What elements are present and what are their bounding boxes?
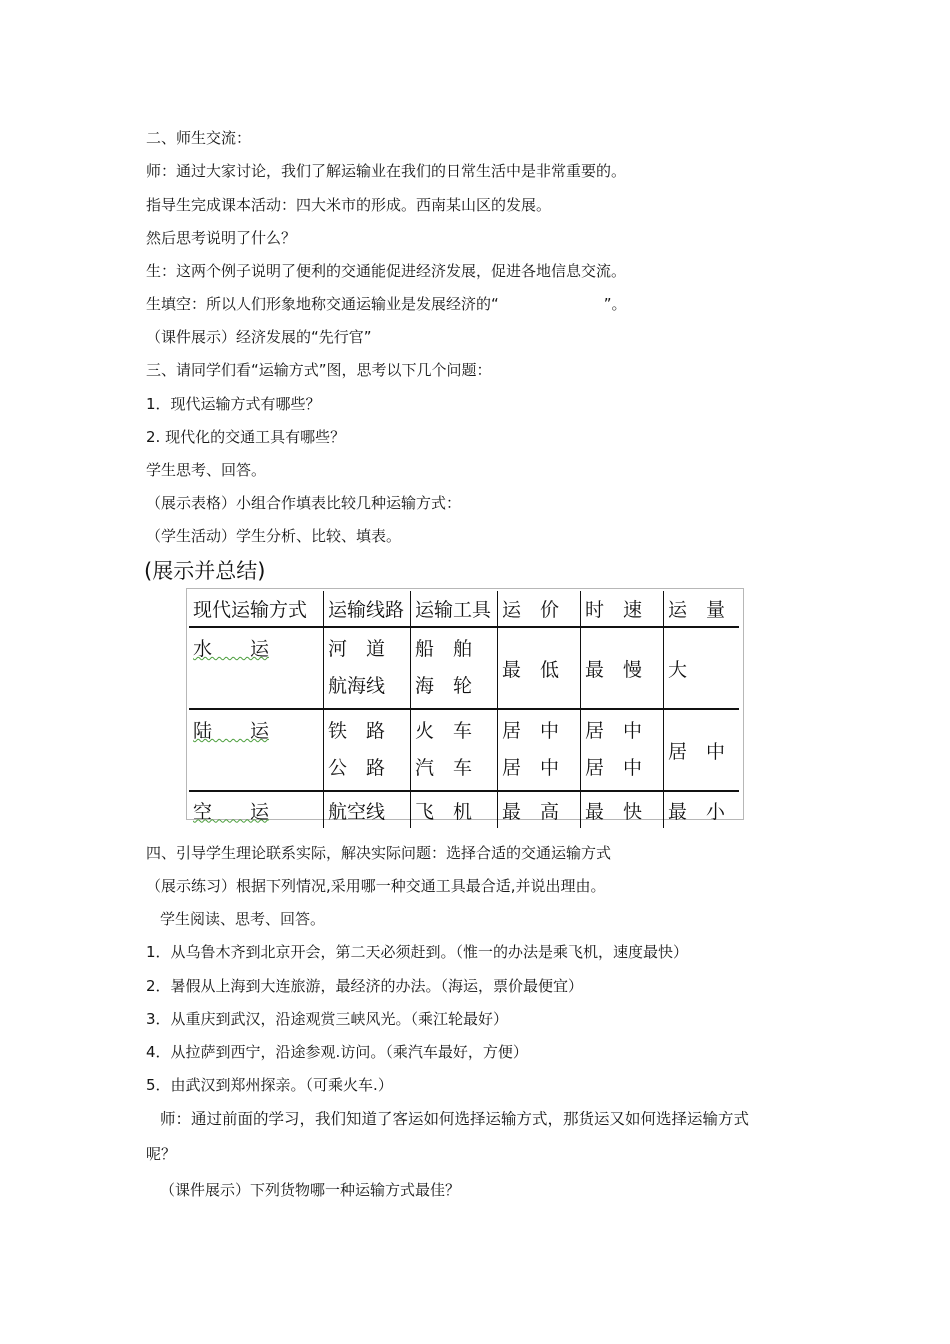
route-item: 铁 路 (328, 720, 386, 742)
teacher-question-line-2: 呢？ (146, 1145, 177, 1163)
price-cell (498, 709, 581, 791)
header-volume: 运 量 (664, 591, 740, 627)
volume-cell: 最 小 (664, 791, 740, 828)
price-item: 居 中 (502, 757, 560, 779)
route-cell (324, 627, 411, 709)
exercise-item-3: 3．从重庆到武汉，沿途观赏三峡风光。（乘江轮最好） (146, 1010, 509, 1028)
speed-item: 居 中 (585, 720, 643, 742)
tool-item: 汽 车 (415, 757, 473, 779)
section-4-title: 四、引导学生理论联系实际，解决实际问题：选择合适的交通运输方式 (146, 844, 612, 862)
teacher-question-line-1: 师：通过前面的学习，我们知道了客运如何选择运输方式，那货运又如何选择运输方式 (160, 1110, 750, 1128)
question-1: 1．现代运输方式有哪些？ (146, 395, 321, 413)
price-cell: 最 高 (498, 791, 581, 828)
route-cell (324, 709, 411, 791)
header-price: 运 价 (498, 591, 581, 627)
header-route: 运输线路 (324, 591, 411, 627)
mode-cell (189, 791, 324, 828)
table-row (189, 791, 739, 828)
teacher-statement: 师：通过大家讨论，我们了解运输业在我们的日常生活中是非常重要的。 (146, 162, 627, 180)
speed-cell (581, 709, 664, 791)
exercise-line: （展示练习）根据下列情况,采用哪一种交通工具最合适,并说出理由。 (146, 877, 606, 895)
courseware-question: （课件展示）下列货物哪一种运输方式最佳？ (160, 1181, 461, 1199)
student-activity-line: （学生活动）学生分析、比较、填表。 (146, 527, 402, 545)
tool-item: 船 舶 (415, 638, 473, 660)
tool-item: 火 车 (415, 720, 473, 742)
table-header-row (189, 591, 739, 627)
tool-cell (411, 627, 498, 709)
show-table-line: （展示表格）小组合作填表比较几种运输方式： (146, 494, 462, 512)
header-tool: 运输工具 (411, 591, 498, 627)
section-3-title: 三、请同学们看“运输方式”图，思考以下几个问题： (146, 361, 492, 379)
exercise-item-5: 5．由武汉到郑州探亲。（可乘火车.） (146, 1076, 393, 1094)
speed-cell: 最 快 (581, 791, 664, 828)
guide-activity: 指导生完成课本活动：四大米市的形成。西南某山区的发展。 (146, 196, 552, 214)
exercise-item-4: 4．从拉萨到西宁，沿途参观.访问。（乘汽车最好，方便） (146, 1043, 528, 1061)
transport-table-frame (186, 588, 744, 823)
tool-cell: 飞 机 (411, 791, 498, 828)
table-row (189, 709, 739, 791)
mode-cell (189, 627, 324, 709)
route-item: 航海线 (328, 675, 386, 697)
summary-heading: (展示并总结) (144, 559, 266, 583)
mode-label: 水 运 (193, 638, 270, 660)
mode-label: 陆 运 (193, 720, 270, 742)
route-cell: 航空线 (324, 791, 411, 828)
student-answer: 生：这两个例子说明了便利的交通能促进经济发展，促进各地信息交流。 (146, 262, 627, 280)
student-answer-line: 学生思考、回答。 (146, 461, 267, 479)
volume-cell: 居 中 (664, 709, 740, 791)
header-speed: 时 速 (581, 591, 664, 627)
tool-item: 海 轮 (415, 675, 473, 697)
transport-comparison-table (189, 591, 739, 828)
exercise-item-1: 1．从乌鲁木齐到北京开会，第二天必须赶到。（惟一的办法是乘飞机，速度最快） (146, 943, 689, 961)
read-line: 学生阅读、思考、回答。 (160, 910, 326, 928)
table-row (189, 627, 739, 709)
courseware-line: （课件展示）经济发展的“先行官” (146, 328, 372, 346)
mode-label: 空 运 (193, 800, 270, 823)
speed-cell: 最 慢 (581, 627, 664, 709)
header-mode: 现代运输方式 (189, 591, 324, 627)
price-cell: 最 低 (498, 627, 581, 709)
exercise-item-2: 2．暑假从上海到大连旅游，最经济的办法。（海运，票价最便宜） (146, 977, 584, 995)
tool-cell (411, 709, 498, 791)
volume-cell: 大 (664, 627, 740, 709)
fill-blank-line: 生填空：所以人们形象地称交通运输业是发展经济的“ ”。 (146, 295, 627, 313)
section-2-title: 二、师生交流： (146, 129, 252, 147)
route-item: 公 路 (328, 757, 386, 779)
route-item: 河 道 (328, 638, 386, 660)
question-2: 2. 现代化的交通工具有哪些？ (146, 428, 346, 446)
price-item: 居 中 (502, 720, 560, 742)
speed-item: 居 中 (585, 757, 643, 779)
mode-cell (189, 709, 324, 791)
think-question: 然后思考说明了什么？ (146, 229, 297, 247)
